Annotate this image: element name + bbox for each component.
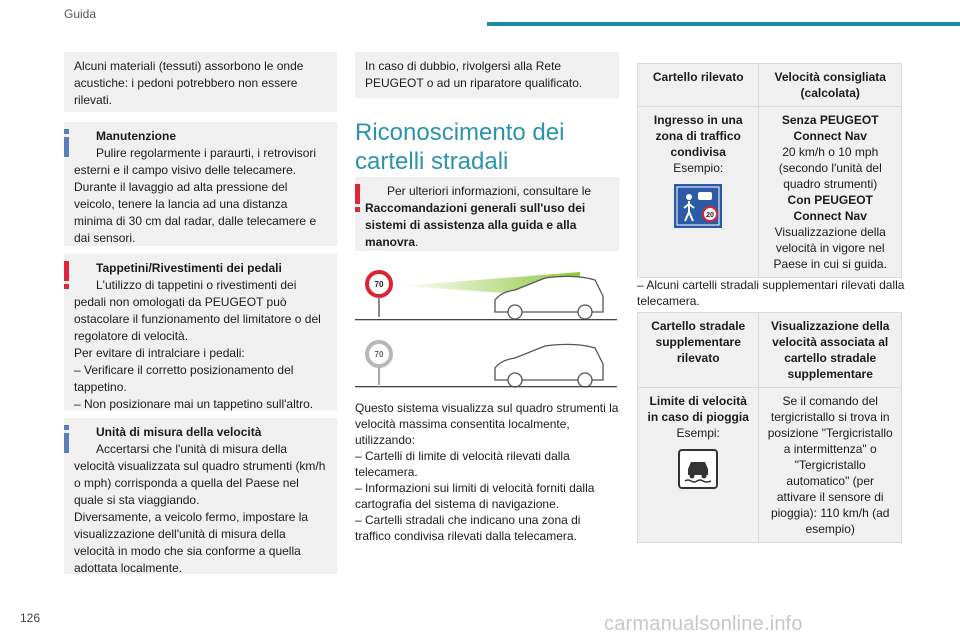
table1-row-right-bold-2: Con PEUGEOT Connect Nav bbox=[787, 193, 873, 223]
speed-unit-line1: Accertarsi che l'unità di misura della velocità visualizzata sul quadro strumenti (km/h o mph) corrisponda a quella del Paese nel quale si sta viaggiando. bbox=[74, 442, 326, 507]
page-number: 126 bbox=[20, 611, 41, 625]
mats-line3: – Verificare il corretto posizionamento del tappetino. bbox=[74, 363, 294, 394]
table2-header-2: Visualizzazione della velocità associata al cartello stradale supplementare bbox=[759, 313, 902, 388]
shared-zone-sign-value: 20 bbox=[706, 212, 715, 219]
mats-line4: – Non posizionare mai un tappetino sull'altro. bbox=[74, 397, 314, 411]
warning-text bbox=[387, 183, 609, 200]
header-accent-bar bbox=[487, 22, 960, 26]
table2-row-left-title: Limite di velocità in caso di pioggia bbox=[647, 394, 749, 424]
sign-recognition-illustration-2 bbox=[355, 330, 617, 390]
body-bullet-3: – Cartelli stradali che indicano una zona di traffico condivisa rilevati dalla telecamera. bbox=[355, 513, 581, 543]
warning-text-bold: Raccomandazioni generali sull'uso dei sistemi di assistenza alla guida e alla manovra bbox=[365, 201, 586, 249]
section-title-text: Riconoscimento dei cartelli stradali bbox=[355, 119, 565, 175]
speed-unit-title: Unità di misura della velocità bbox=[96, 425, 262, 439]
table1-row-right-text-1: 20 km/h o 10 mph (secondo l'unità del quadro strumenti) bbox=[778, 145, 882, 191]
left-box-speed-unit bbox=[64, 418, 337, 574]
table-row bbox=[638, 107, 902, 278]
warning-icon bbox=[60, 261, 74, 289]
body-bullet-1: – Cartelli di limite di velocità rilevati dalla telecamera. bbox=[355, 449, 570, 479]
left-box-mats bbox=[64, 254, 337, 410]
sign-recognition-illustration-1 bbox=[355, 266, 617, 322]
table1-header-2: Velocità consigliata (calcolata) bbox=[759, 64, 902, 107]
shared-zone-sign-icon bbox=[674, 184, 722, 228]
middle-box-doubt bbox=[355, 52, 619, 98]
speed-limit-sign-grey-icon bbox=[367, 342, 391, 385]
maintenance-title: Manutenzione bbox=[96, 129, 176, 143]
table1-header-1: Cartello rilevato bbox=[638, 64, 759, 107]
info-icon bbox=[60, 129, 74, 157]
watermark: carmanualsonline.info bbox=[604, 613, 803, 635]
sign1-value: 70 bbox=[374, 280, 384, 289]
maintenance-text: Pulire regolarmente i paraurti, i retrovisori esterni e il campo visivo delle telecamere. Durante il lavaggio ad alta pressione del veicolo, tenere la lancia ad una distanza minima di 30 cm dal radar, dalle telecamere e dai sensori. bbox=[74, 146, 317, 245]
info-icon bbox=[60, 425, 74, 453]
table1-row-right-text-2: Visualizzazione della velocità in vigore nel Paese in cui si guida. bbox=[773, 225, 887, 271]
warning-text-2 bbox=[365, 200, 609, 251]
left-box-materials-text: Alcuni materiali (tessuti) assorbono le onde acustiche: i pedoni potrebbero non essere rilevati. bbox=[74, 59, 304, 107]
body-intro: Questo sistema visualizza sul quadro strumenti la velocità massima consentita localmente, utilizzando: bbox=[355, 401, 619, 447]
middle-warning-box bbox=[355, 177, 619, 251]
table-row bbox=[638, 388, 902, 543]
left-box-maintenance bbox=[64, 122, 337, 246]
body-bullet-2: – Informazioni sui limiti di velocità forniti dalla cartografia del sistema di navigazione. bbox=[355, 481, 595, 511]
table1-row-left-sub: Esempio: bbox=[673, 161, 724, 175]
speed-limit-sign-icon bbox=[367, 272, 391, 317]
rain-sign-icon bbox=[678, 449, 718, 489]
table-supplementary-signs bbox=[637, 312, 902, 543]
header-section-title: Guida bbox=[64, 7, 97, 21]
doubt-text: In caso di dubbio, rivolgersi alla Rete PEUGEOT o ad un riparatore qualificato. bbox=[365, 59, 583, 90]
right-between-text: – Alcuni cartelli stradali supplementari rilevati dalla telecamera. bbox=[637, 278, 905, 308]
car-icon bbox=[495, 344, 603, 387]
mats-line1: L'utilizzo di tappetini o rivestimenti dei pedali non omologati da PEUGEOT può ostacolare il funzionamento del limitatore o del regolatore di velocità. bbox=[74, 278, 321, 343]
table2-header-1: Cartello stradale supplementare rilevato bbox=[638, 313, 759, 388]
mats-line2: Per evitare di intralciare i pedali: bbox=[74, 346, 245, 360]
table2-row-right-text: Se il comando del tergicristallo si trova in posizione "Tergicristallo a intermittenza" o "Tergicristallo automatico" (per attivare il sensore di pioggia): 110 km/h (ad esempio) bbox=[767, 394, 893, 536]
table1-row-right-bold-1: Senza PEUGEOT Connect Nav bbox=[781, 113, 879, 143]
sign2-value: 70 bbox=[374, 350, 384, 359]
warning-icon bbox=[351, 184, 365, 212]
mats-title: Tappetini/Rivestimenti dei pedali bbox=[96, 261, 282, 275]
table1-row-left-title: Ingresso in una zona di traffico condivisa bbox=[653, 113, 743, 159]
section-title bbox=[355, 118, 605, 176]
table2-row-left-sub: Esempi: bbox=[676, 426, 720, 440]
warning-text-a: Per ulteriori informazioni, consultare le bbox=[387, 184, 592, 198]
middle-body-text bbox=[355, 400, 619, 544]
table-shared-zone bbox=[637, 63, 902, 278]
left-box-materials bbox=[64, 52, 337, 112]
speed-unit-line2: Diversamente, a veicolo fermo, impostare la visualizzazione dell'unità di misura della velocità in modo che sia conforme a quella adottata localmente. bbox=[74, 510, 309, 575]
warning-text-end: . bbox=[415, 235, 419, 249]
